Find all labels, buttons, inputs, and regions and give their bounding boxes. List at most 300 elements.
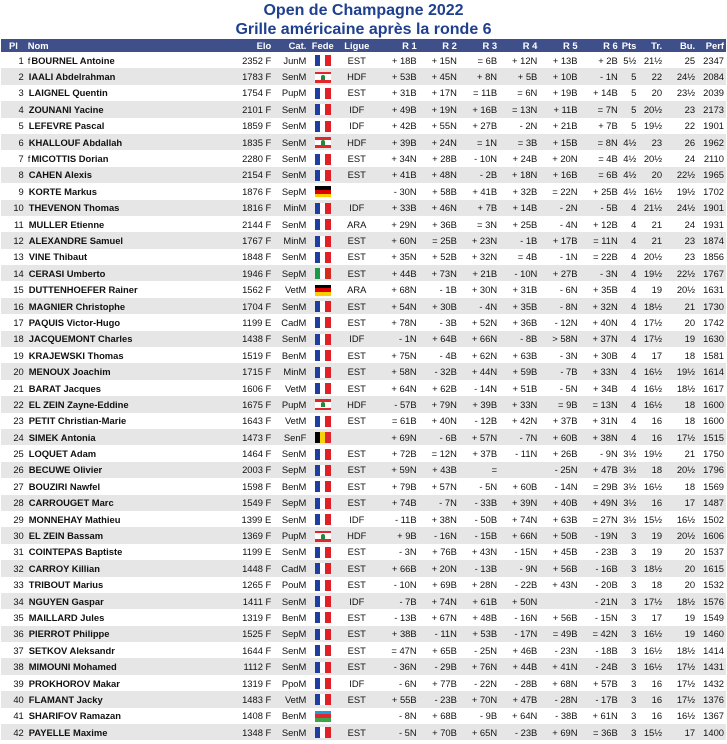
round-2-cell: + 19N xyxy=(419,101,459,117)
performance-cell: 1431 xyxy=(697,658,726,674)
federation-cell xyxy=(308,101,337,117)
tiebreak-tr-cell: 20 xyxy=(638,85,664,101)
flag-fr-icon xyxy=(315,645,331,656)
league-cell: EST xyxy=(337,658,376,674)
buchholz-cell: 18½ xyxy=(664,593,697,609)
category-cell: VetM xyxy=(273,413,308,429)
rank-cell: 32 xyxy=(1,560,26,576)
round-6-cell: = 8N xyxy=(580,134,620,150)
round-2-cell: + 45N xyxy=(419,68,459,84)
player-name-cell xyxy=(26,478,232,494)
rank-cell: 34 xyxy=(1,593,26,609)
tiebreak-tr-cell: 16 xyxy=(638,413,664,429)
tiebreak-tr-cell: 20½ xyxy=(638,101,664,117)
league-cell: IDF xyxy=(337,101,376,117)
points-cell: 3 xyxy=(620,658,639,674)
league-cell: ARA xyxy=(337,216,376,232)
rank-cell: 30 xyxy=(1,527,26,543)
round-6-cell: - 3N xyxy=(580,265,620,281)
round-5-cell: + 10B xyxy=(539,68,579,84)
rank-cell: 26 xyxy=(1,462,26,478)
round-3-cell: + 30N xyxy=(459,281,499,297)
round-4-cell: + 25B xyxy=(499,216,539,232)
round-1-cell: - 57B xyxy=(376,396,418,412)
round-5-cell: + 19B xyxy=(539,85,579,101)
league-cell xyxy=(337,708,376,724)
round-1-cell: + 38B xyxy=(376,626,418,642)
performance-cell: 1965 xyxy=(697,167,726,183)
table-row xyxy=(1,314,726,330)
round-3-cell: - 5N xyxy=(459,478,499,494)
elo-cell: 1704 F xyxy=(232,298,273,314)
round-6-cell: = 6B xyxy=(580,167,620,183)
round-4-cell: + 39N xyxy=(499,495,539,511)
round-2-cell: + 43B xyxy=(419,462,459,478)
flag-it-icon xyxy=(315,268,331,279)
round-4-cell xyxy=(499,462,539,478)
player-name-cell xyxy=(26,593,232,609)
federation-cell xyxy=(308,216,337,232)
round-5-cell: - 1N xyxy=(539,249,579,265)
player-name-cell xyxy=(26,347,232,363)
elo-cell: 1835 F xyxy=(232,134,273,150)
round-3-cell: = 11B xyxy=(459,85,499,101)
category-cell: SenM xyxy=(273,298,308,314)
elo-cell: 1754 F xyxy=(232,85,273,101)
league-cell: EST xyxy=(337,265,376,281)
tiebreak-tr-cell: 16½ xyxy=(638,642,664,658)
player-name-cell xyxy=(26,724,232,740)
round-4-cell: - 2N xyxy=(499,118,539,134)
federation-cell xyxy=(308,134,337,150)
round-4-cell: - 8B xyxy=(499,331,539,347)
category-cell: SenM xyxy=(273,331,308,347)
category-cell: JunM xyxy=(273,52,308,68)
rank-cell: 23 xyxy=(1,413,26,429)
league-cell xyxy=(337,429,376,445)
buchholz-cell: 22 xyxy=(664,118,697,134)
elo-cell: 2144 F xyxy=(232,216,273,232)
buchholz-cell: 18 xyxy=(664,413,697,429)
category-cell: SepM xyxy=(273,626,308,642)
league-cell: EST xyxy=(337,347,376,363)
round-6-cell: - 17B xyxy=(580,691,620,707)
round-4-cell: = 4B xyxy=(499,249,539,265)
round-2-cell: + 67N xyxy=(419,609,459,625)
rank-cell: 8 xyxy=(1,167,26,183)
federation-cell xyxy=(308,200,337,216)
round-6-cell: = 22B xyxy=(580,249,620,265)
federation-cell xyxy=(308,511,337,527)
category-cell: SenM xyxy=(273,134,308,150)
player-name: PIERROT Philippe xyxy=(28,628,110,640)
round-6-cell: = 42N xyxy=(580,626,620,642)
round-4-cell: + 66N xyxy=(499,527,539,543)
buchholz-cell: 17½ xyxy=(664,658,697,674)
player-name-cell xyxy=(26,380,232,396)
federation-cell xyxy=(308,249,337,265)
round-4-cell: - 10N xyxy=(499,265,539,281)
round-4-cell: + 42N xyxy=(499,413,539,429)
round-2-cell: + 73N xyxy=(419,265,459,281)
round-3-cell: - 4N xyxy=(459,298,499,314)
rank-cell: 22 xyxy=(1,396,26,412)
round-2-cell: + 30B xyxy=(419,298,459,314)
round-2-cell: + 74N xyxy=(419,593,459,609)
buchholz-cell: 19 xyxy=(664,626,697,642)
flag-fr-icon xyxy=(315,334,331,345)
performance-cell: 1600 xyxy=(697,396,726,412)
points-cell: 3 xyxy=(620,626,639,642)
tiebreak-tr-cell: 16½ xyxy=(638,363,664,379)
round-6-cell: + 47B xyxy=(580,462,620,478)
elo-cell: 1549 F xyxy=(232,495,273,511)
round-3-cell: - 33B xyxy=(459,495,499,511)
title-cell: f xyxy=(27,54,31,66)
rank-cell: 36 xyxy=(1,626,26,642)
buchholz-cell: 17 xyxy=(664,495,697,511)
player-name-cell xyxy=(26,249,232,265)
round-2-cell: + 52B xyxy=(419,249,459,265)
player-name: MAILLARD Jules xyxy=(28,611,105,623)
round-1-cell: + 69N xyxy=(376,429,418,445)
round-1-cell: + 44B xyxy=(376,265,418,281)
league-cell: ARA xyxy=(337,281,376,297)
performance-cell: 1569 xyxy=(697,478,726,494)
performance-cell: 1460 xyxy=(697,626,726,642)
league-cell: IDF xyxy=(337,331,376,347)
round-4-cell: + 31B xyxy=(499,281,539,297)
table-row xyxy=(1,478,726,494)
round-2-cell: + 38N xyxy=(419,511,459,527)
player-name: SETKOV Aleksandr xyxy=(28,644,115,656)
round-4-cell: + 24B xyxy=(499,150,539,166)
performance-cell: 1432 xyxy=(697,675,726,691)
performance-cell: 2347 xyxy=(697,52,726,68)
player-name: CERASI Umberto xyxy=(28,267,106,279)
round-1-cell: + 42B xyxy=(376,118,418,134)
flag-fr-icon xyxy=(315,170,331,181)
table-row xyxy=(1,167,726,183)
points-cell: 3½ xyxy=(620,445,639,461)
rank-cell: 21 xyxy=(1,380,26,396)
round-5-cell: = 49B xyxy=(539,626,579,642)
league-cell: EST xyxy=(337,462,376,478)
points-cell: 4 xyxy=(620,331,639,347)
category-cell: SenM xyxy=(273,216,308,232)
federation-cell xyxy=(308,52,337,68)
federation-cell xyxy=(308,380,337,396)
tiebreak-tr-cell: 21 xyxy=(638,216,664,232)
buchholz-cell: 24 xyxy=(664,150,697,166)
tiebreak-tr-cell: 21 xyxy=(638,232,664,248)
page-title: Open de Champagne 2022 xyxy=(263,2,464,19)
round-3-cell: = xyxy=(459,462,499,478)
points-cell: 4 xyxy=(620,314,639,330)
round-1-cell: + 34N xyxy=(376,150,418,166)
round-5-cell: + 11B xyxy=(539,101,579,117)
player-name: NGUYEN Gaspar xyxy=(28,595,104,607)
points-cell: 5 xyxy=(620,68,639,84)
federation-cell xyxy=(308,347,337,363)
league-cell: EST xyxy=(337,445,376,461)
buchholz-cell: 19½ xyxy=(664,183,697,199)
buchholz-cell: 24½ xyxy=(664,200,697,216)
rank-cell: 19 xyxy=(1,347,26,363)
round-4-cell: + 46B xyxy=(499,642,539,658)
tiebreak-tr-cell: 18½ xyxy=(638,298,664,314)
round-4-cell: + 74N xyxy=(499,511,539,527)
tiebreak-tr-cell: 18½ xyxy=(638,560,664,576)
rank-cell: 5 xyxy=(1,118,26,134)
round-4-cell: - 15N xyxy=(499,544,539,560)
rank-cell: 28 xyxy=(1,495,26,511)
tiebreak-tr-cell: 16 xyxy=(638,691,664,707)
elo-cell: 1606 F xyxy=(232,380,273,396)
player-name: EL ZEIN Bassam xyxy=(28,530,104,542)
player-name-cell xyxy=(26,708,232,724)
category-cell: SenF xyxy=(273,429,308,445)
flag-fr-icon xyxy=(315,104,331,115)
category-cell: SenM xyxy=(273,101,308,117)
round-3-cell: = 1N xyxy=(459,134,499,150)
flag-fr-icon xyxy=(315,219,331,230)
round-6-cell: = 7N xyxy=(580,101,620,117)
round-4-cell: - 1B xyxy=(499,232,539,248)
player-name: MONNEHAY Mathieu xyxy=(28,513,121,525)
table-row xyxy=(1,445,726,461)
federation-cell xyxy=(308,560,337,576)
league-cell: EST xyxy=(337,478,376,494)
tiebreak-tr-cell: 21½ xyxy=(638,200,664,216)
round-5-cell: = 22N xyxy=(539,183,579,199)
performance-cell: 1702 xyxy=(697,183,726,199)
rank-cell: 12 xyxy=(1,232,26,248)
player-name-cell xyxy=(26,150,232,166)
elo-cell: 1946 F xyxy=(232,265,273,281)
round-5-cell: + 27B xyxy=(539,265,579,281)
elo-cell: 1643 F xyxy=(232,413,273,429)
elo-cell: 1348 F xyxy=(232,724,273,740)
round-1-cell: + 9B xyxy=(376,527,418,543)
federation-cell xyxy=(308,478,337,494)
round-1-cell: + 39B xyxy=(376,134,418,150)
points-cell: 3 xyxy=(620,577,639,593)
federation-cell xyxy=(308,495,337,511)
player-name: LAIGNEL Quentin xyxy=(28,87,108,99)
tiebreak-tr-cell: 19 xyxy=(638,527,664,543)
elo-cell: 1519 F xyxy=(232,347,273,363)
round-5-cell: + 16B xyxy=(539,167,579,183)
flag-fr-icon xyxy=(315,416,331,427)
rank-cell: 15 xyxy=(1,281,26,297)
rank-cell: 39 xyxy=(1,675,26,691)
league-cell: EST xyxy=(337,413,376,429)
round-5-cell: > 58N xyxy=(539,331,579,347)
table-row xyxy=(1,609,726,625)
player-name: MENOUX Joachim xyxy=(28,366,111,378)
performance-cell: 1414 xyxy=(697,642,726,658)
column-header-elo: Elo xyxy=(232,39,273,52)
federation-cell xyxy=(308,708,337,724)
flag-fr-icon xyxy=(315,694,331,705)
league-cell: EST xyxy=(337,52,376,68)
flag-fr-icon xyxy=(315,88,331,99)
round-3-cell: + 52N xyxy=(459,314,499,330)
league-cell: EST xyxy=(337,577,376,593)
tiebreak-tr-cell: 19 xyxy=(638,281,664,297)
category-cell: MinM xyxy=(273,200,308,216)
round-6-cell: = 4B xyxy=(580,150,620,166)
buchholz-cell: 18 xyxy=(664,396,697,412)
table-row xyxy=(1,363,726,379)
player-name: KRAJEWSKI Thomas xyxy=(28,349,124,361)
round-2-cell: + 62B xyxy=(419,380,459,396)
points-cell: 4 xyxy=(620,380,639,396)
column-header-perf: Perf xyxy=(697,39,726,52)
round-6-cell: = 29B xyxy=(580,478,620,494)
federation-cell xyxy=(308,183,337,199)
round-4-cell: + 51B xyxy=(499,380,539,396)
player-name: PAYELLE Maxime xyxy=(28,726,108,738)
round-2-cell: + 20N xyxy=(419,560,459,576)
round-6-cell: + 14B xyxy=(580,85,620,101)
round-6-cell: + 30B xyxy=(580,347,620,363)
round-5-cell: + 45B xyxy=(539,544,579,560)
flag-fr-icon xyxy=(315,678,331,689)
buchholz-cell: 18 xyxy=(664,478,697,494)
player-name-cell xyxy=(26,626,232,642)
round-1-cell: - 1N xyxy=(376,331,418,347)
tiebreak-tr-cell: 16 xyxy=(638,675,664,691)
performance-cell: 2173 xyxy=(697,101,726,117)
category-cell: SepM xyxy=(273,183,308,199)
round-1-cell: + 79B xyxy=(376,478,418,494)
flag-fr-icon xyxy=(315,317,331,328)
league-cell: HDF xyxy=(337,396,376,412)
round-3-cell: + 70N xyxy=(459,691,499,707)
player-name-cell xyxy=(26,281,232,297)
round-5-cell: + 69N xyxy=(539,724,579,740)
round-4-cell: - 22B xyxy=(499,577,539,593)
points-cell: 3½ xyxy=(620,495,639,511)
flag-de-icon xyxy=(315,285,331,296)
round-3-cell: + 57N xyxy=(459,429,499,445)
performance-cell: 2084 xyxy=(697,68,726,84)
buchholz-cell: 21 xyxy=(664,445,697,461)
buchholz-cell: 25 xyxy=(664,52,697,68)
tiebreak-tr-cell: 16½ xyxy=(638,380,664,396)
round-3-cell: + 62N xyxy=(459,347,499,363)
points-cell: 4½ xyxy=(620,183,639,199)
round-1-cell: + 68N xyxy=(376,281,418,297)
round-3-cell: - 15B xyxy=(459,527,499,543)
column-header-r-1: R 1 xyxy=(376,39,418,52)
elo-cell: 1399 E xyxy=(232,511,273,527)
buchholz-cell: 18 xyxy=(664,347,697,363)
round-1-cell: + 53B xyxy=(376,68,418,84)
player-name-cell xyxy=(26,183,232,199)
buchholz-cell: 22½ xyxy=(664,265,697,281)
rank-cell: 20 xyxy=(1,363,26,379)
table-row xyxy=(1,577,726,593)
column-header-r-6: R 6 xyxy=(580,39,620,52)
flag-be-icon xyxy=(315,432,331,443)
round-3-cell: + 28N xyxy=(459,577,499,593)
round-5-cell: + 37B xyxy=(539,413,579,429)
round-6-cell: + 37N xyxy=(580,331,620,347)
round-6-cell: + 40N xyxy=(580,314,620,330)
performance-cell: 1376 xyxy=(697,691,726,707)
round-3-cell: + 76N xyxy=(459,658,499,674)
table-row xyxy=(1,101,726,117)
performance-cell: 1767 xyxy=(697,265,726,281)
round-1-cell: + 72B xyxy=(376,445,418,461)
league-cell: IDF xyxy=(337,200,376,216)
round-6-cell: + 61N xyxy=(580,708,620,724)
category-cell: SenM xyxy=(273,68,308,84)
federation-cell xyxy=(308,396,337,412)
elo-cell: 1369 F xyxy=(232,527,273,543)
player-name-cell xyxy=(26,232,232,248)
buchholz-cell: 23½ xyxy=(664,85,697,101)
league-cell: IDF xyxy=(337,675,376,691)
round-1-cell: - 36N xyxy=(376,658,418,674)
elo-cell: 1112 F xyxy=(232,658,273,674)
flag-lb-icon xyxy=(315,72,331,83)
round-1-cell: + 75N xyxy=(376,347,418,363)
round-1-cell: + 31B xyxy=(376,85,418,101)
points-cell: 4 xyxy=(620,216,639,232)
round-2-cell: + 55N xyxy=(419,118,459,134)
points-cell: 3½ xyxy=(620,462,639,478)
round-5-cell: + 63B xyxy=(539,511,579,527)
round-5-cell: + 41N xyxy=(539,658,579,674)
elo-cell: 2154 F xyxy=(232,167,273,183)
table-row xyxy=(1,331,726,347)
rank-cell: 3 xyxy=(1,85,26,101)
round-6-cell: + 25B xyxy=(580,183,620,199)
round-6-cell: + 38N xyxy=(580,429,620,445)
round-5-cell: + 50B xyxy=(539,527,579,543)
round-4-cell: + 50N xyxy=(499,593,539,609)
points-cell: 5 xyxy=(620,101,639,117)
points-cell: 3 xyxy=(620,642,639,658)
flag-fr-icon xyxy=(315,498,331,509)
tiebreak-tr-cell: 16½ xyxy=(638,478,664,494)
performance-cell: 1502 xyxy=(697,511,726,527)
player-name-cell xyxy=(26,445,232,461)
table-row xyxy=(1,544,726,560)
rank-cell: 11 xyxy=(1,216,26,232)
round-1-cell: - 10N xyxy=(376,577,418,593)
round-5-cell: + 56B xyxy=(539,609,579,625)
points-cell: 4 xyxy=(620,363,639,379)
flag-de-icon xyxy=(315,186,331,197)
round-2-cell: - 23B xyxy=(419,691,459,707)
round-3-cell: + 16B xyxy=(459,101,499,117)
player-name: DUTTENHOEFER Rainer xyxy=(28,284,138,296)
table-row xyxy=(1,626,726,642)
round-6-cell: + 31N xyxy=(580,413,620,429)
title-cell: f xyxy=(27,153,31,165)
flag-fr-icon xyxy=(315,121,331,132)
player-name-cell xyxy=(26,363,232,379)
flag-fr-icon xyxy=(315,154,331,165)
standings-table xyxy=(1,39,726,740)
player-name-cell xyxy=(26,52,232,68)
buchholz-cell: 17½ xyxy=(664,675,697,691)
